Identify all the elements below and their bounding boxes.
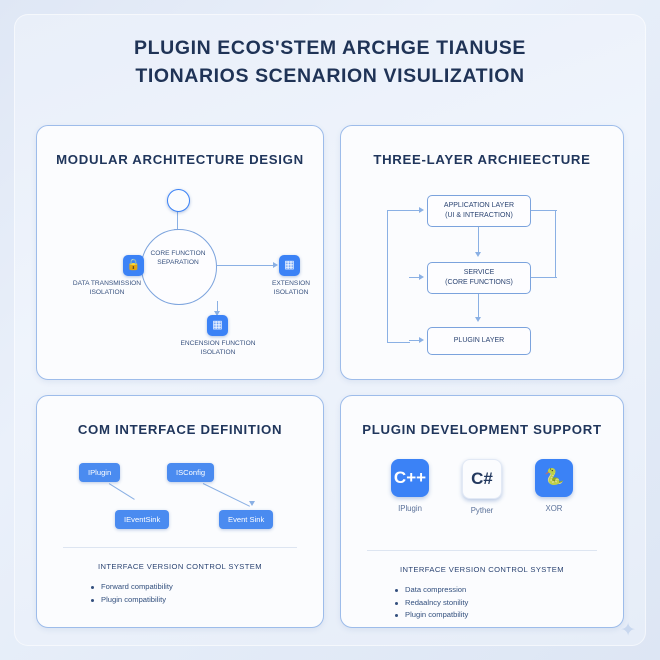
grid-icon-bottom: ▦ xyxy=(207,315,228,336)
core-circle xyxy=(141,229,217,305)
layer-box-application xyxy=(427,195,531,227)
return-top xyxy=(531,210,557,211)
connector-iplugin-ieventsink xyxy=(109,483,135,500)
arrow-eventsink xyxy=(249,501,255,506)
return-vertical xyxy=(555,210,556,278)
arrow-right xyxy=(273,262,278,268)
panel-modular-title: MODULAR ARCHITECTURE DESIGN xyxy=(56,152,304,167)
node-caption-extension xyxy=(255,279,327,297)
com-diagram xyxy=(37,437,323,547)
list-item: Plugin compatibility xyxy=(91,594,323,607)
connector-top xyxy=(177,211,178,231)
panel-three-layer-architecture xyxy=(340,125,624,380)
connector-right xyxy=(217,265,275,266)
language-label: Pyther xyxy=(470,506,494,515)
com-bullet-list xyxy=(37,581,323,606)
arrow-app-service xyxy=(475,252,481,257)
arrow-service-plugin xyxy=(475,317,481,322)
csharp-icon: C# xyxy=(462,459,502,499)
com-divider xyxy=(63,547,297,548)
language-row xyxy=(341,455,623,550)
list-item: Redaalncy stonility xyxy=(395,597,623,610)
language-python[interactable] xyxy=(519,459,589,513)
support-bullet-list xyxy=(341,584,623,622)
layer-bracket xyxy=(387,210,410,343)
return-bottom xyxy=(531,277,557,278)
panel-plugin-development-support xyxy=(340,395,624,628)
flow-app-service xyxy=(478,227,479,254)
node-caption-data-transmission xyxy=(67,279,147,297)
layer-line-2: (CORE FUNCTIONS) xyxy=(445,279,513,286)
grid-icon: ▦ xyxy=(279,255,300,276)
caption-line-2: ISOLATION xyxy=(273,289,309,296)
language-csharp[interactable] xyxy=(447,459,517,515)
pill-eventsink[interactable]: Event Sink xyxy=(219,510,273,529)
arrow-to-service xyxy=(419,274,424,280)
panel-three-layer-title: THREE-LAYER ARCHIEECTURE xyxy=(373,152,591,167)
com-section-title: INTERFACE VERSION CONTROL SYSTEM xyxy=(98,562,262,571)
connector-isconfig-eventsink xyxy=(203,483,250,507)
node-caption-encension xyxy=(157,339,279,357)
circle-outline-icon xyxy=(167,189,190,212)
bracket-stub-app xyxy=(409,210,421,211)
arrow-to-plugin xyxy=(419,337,424,343)
caption-line-2: ISOLATION xyxy=(89,289,125,296)
support-divider xyxy=(367,550,597,551)
panel-modular-architecture xyxy=(36,125,324,380)
layer-line-1: PLUGIN LAYER xyxy=(453,337,505,344)
core-label-line-1: CORE FUNCTION xyxy=(150,250,206,257)
page-title xyxy=(0,34,660,90)
lock-icon: 🔒 xyxy=(123,255,144,276)
core-label xyxy=(141,249,215,267)
three-layer-diagram xyxy=(341,167,623,362)
caption-line-1: EXTENSION xyxy=(271,280,311,287)
pill-iplugin[interactable]: IPlugin xyxy=(79,463,120,482)
caption-line-1: ENCENSION FUNCTION xyxy=(180,340,256,347)
flow-service-plugin xyxy=(478,294,479,319)
pill-isconfig[interactable]: ISConfig xyxy=(167,463,214,482)
sparkle-icon: ✦ xyxy=(620,620,636,641)
support-section-title: INTERFACE VERSION CONTROL SYSTEM xyxy=(400,565,564,574)
list-item: Forward compatibility xyxy=(91,581,323,594)
title-line-2: TIONARIOS SCENARION VISULIZATION xyxy=(135,65,525,87)
layer-line-2: (UI & INTERACTION) xyxy=(445,212,513,219)
panel-com-title: COM INTERFACE DEFINITION xyxy=(77,422,283,437)
caption-line-1: DATA TRANSMISSION xyxy=(72,280,142,287)
title-line-1: PLUGIN ECOS'STEM ARCHGE TIANUSE xyxy=(134,37,526,59)
layer-box-service xyxy=(427,262,531,294)
panel-com-interface xyxy=(36,395,324,628)
core-label-line-2: SEPARATION xyxy=(157,259,199,266)
language-cpp[interactable] xyxy=(375,459,445,513)
modular-diagram xyxy=(37,167,323,357)
panel-support-title: PLUGIN DEVELOPMENT SUPPORT xyxy=(362,422,602,437)
layer-box-plugin xyxy=(427,327,531,355)
cpp-icon: C++ xyxy=(391,459,429,497)
layer-line-1: SERVICE xyxy=(463,269,495,276)
pill-ieventsink[interactable]: IEventSink xyxy=(115,510,169,529)
caption-line-2: ISOLATION xyxy=(200,349,236,356)
list-item: Plugin compatbility xyxy=(395,609,623,622)
layer-line-1: APPLICATION LAYER xyxy=(443,202,515,209)
language-label: IPlugin xyxy=(398,504,422,513)
language-label: XOR xyxy=(545,504,563,513)
python-icon: 🐍 xyxy=(535,459,573,497)
list-item: Data compression xyxy=(395,584,623,597)
